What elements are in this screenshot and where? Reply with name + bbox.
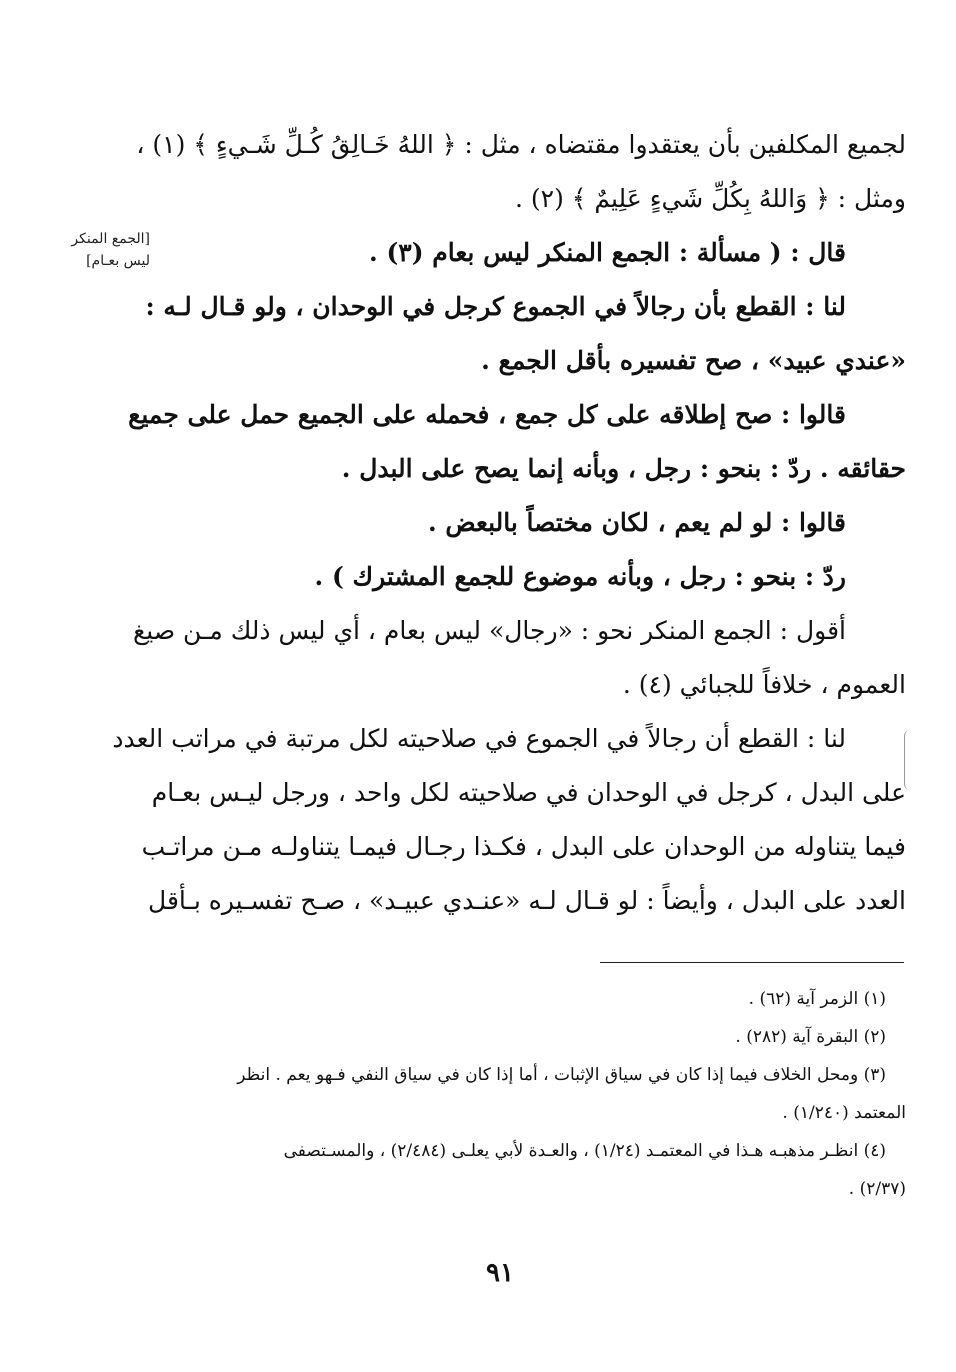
page-number: ٩١ bbox=[486, 1258, 514, 1288]
body-line: فيما يتناوله من الوحدان على البدل ، فكـذا رجـال فيمـا يتناولـه مـن مراتـب bbox=[141, 832, 906, 861]
body-line: قالوا : لو لم يعم ، لكان مختصاً بالبعض . bbox=[427, 508, 846, 537]
footnote-divider bbox=[600, 962, 904, 963]
body-line: ومثل : ﴿ وَاللهُ بِكُلِّ شَيءٍ عَلِيمٌ ﴾ (٢) . bbox=[514, 184, 906, 213]
footnote-line: (٣) ومحل الخلاف فيما إذا كان في سياق الإثبات ، أما إذا كان في سياق النفي فـهو يعم . انظر bbox=[237, 1065, 886, 1085]
footnote-line: (٢/٣٧) . bbox=[848, 1179, 906, 1199]
margin-note-line-2: ليس بعـام] bbox=[86, 253, 150, 269]
body-line: لجميع المكلفين بأن يعتقدوا مقتضاه ، مثل : ﴿ اللهُ خَـالِقُ كُـلِّ شَـيءٍ ﴾ (١) ، bbox=[136, 130, 906, 159]
footnotes bbox=[150, 980, 906, 1208]
body-line: «عندي عبيد» ، صح تفسيره بأقل الجمع . bbox=[481, 346, 906, 375]
body-line: لنا : القطع بأن رجالاً في الجموع كرجل في الوحدان ، ولو قـال لـه : bbox=[145, 292, 846, 321]
footnote-line: (١) الزمر آية (٦٢) . bbox=[748, 989, 886, 1009]
body-line: لنا : القطع أن رجالاً في الجموع في صلاحيته لكل مرتبة في مراتب العدد bbox=[112, 724, 846, 753]
footnote-line: (٢) البقرة آية (٢٨٢) . bbox=[735, 1027, 886, 1047]
body-line: العدد على البدل ، وأيضاً : لو قـال لـه «عنـدي عبيـد» ، صـح تفسـيره بـأقل bbox=[148, 886, 906, 915]
footnote-line: المعتمد (١/٢٤٠) . bbox=[782, 1103, 906, 1123]
body-line: حقائقه . ردّ : بنحو : رجل ، وبأنه إنما يصح على البدل . bbox=[341, 454, 906, 483]
margin-note bbox=[50, 228, 150, 272]
body-line: قالوا : صح إطلاقه على كل جمع ، فحمله على الجميع حمل على جميع bbox=[128, 400, 846, 429]
margin-note-line-1: [الجمع المنكر bbox=[71, 231, 150, 247]
body-line: قال : ( مسألة : الجمع المنكر ليس بعام (٣) . bbox=[369, 238, 846, 267]
body-line: أقول : الجمع المنكر نحو : «رجال» ليس بعام ، أي ليس ذلك مـن صيغ bbox=[132, 616, 846, 645]
body-line: ردّ : بنحو : رجل ، وبأنه موضوع للجمع المشترك ) . bbox=[314, 562, 846, 591]
body-line: العموم ، خلافاً للجبائي (٤) . bbox=[622, 670, 906, 699]
body-line: على البدل ، كرجل في الوحدان في صلاحيته لكل واحد ، ورجل ليـس بعـام bbox=[151, 778, 906, 807]
footnote-line: (٤) انظـر مذهبـه هـذا في المعتمـد (١/٢٤) ، والعـدة لأبي يعلـى (٢/٤٨٤) ، والمسـتصفى bbox=[283, 1141, 886, 1161]
